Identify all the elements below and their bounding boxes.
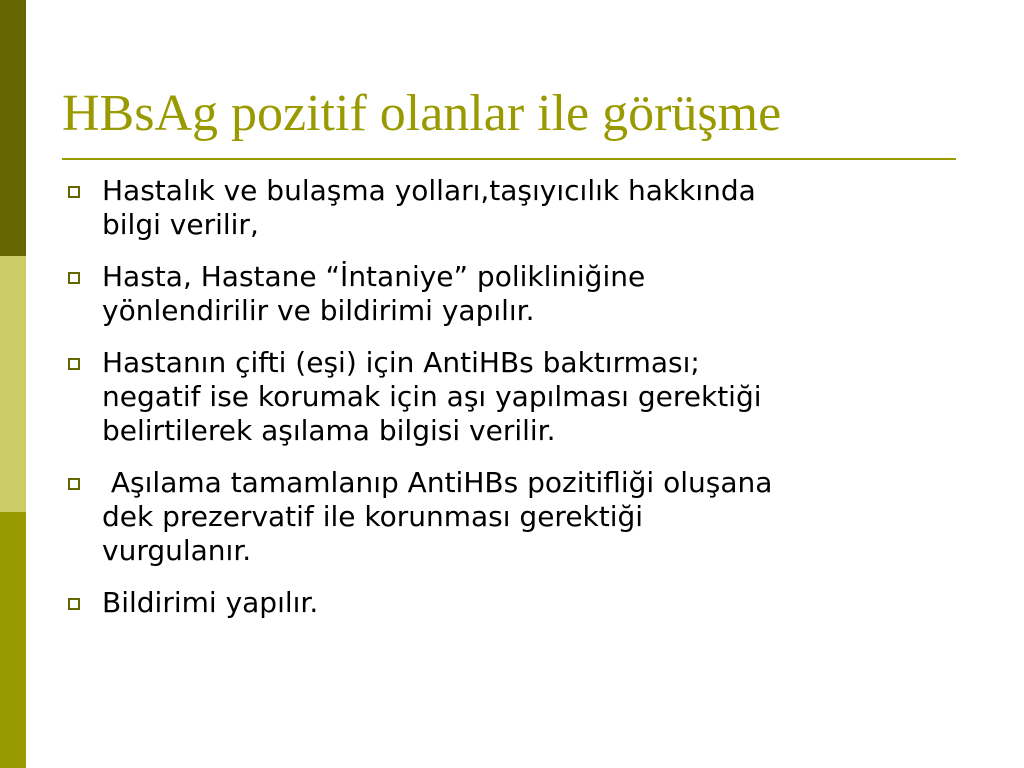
sidebar-stripe-bottom (0, 512, 26, 768)
bullet-item (62, 174, 962, 242)
hollow-square-bullet-icon (68, 272, 80, 284)
hollow-square-bullet-icon (68, 358, 80, 370)
title-underline (62, 158, 956, 160)
hollow-square-bullet-icon (68, 186, 80, 198)
slide-title: HBsAg pozitif olanlar ile görüşme (62, 85, 782, 142)
bullet-text: Hastalık ve bulaşma yolları,taşıyıcılık hakkında bilgi verilir, (102, 174, 756, 241)
hollow-square-bullet-icon (68, 478, 80, 490)
bullet-text: Bildirimi yapılır. (102, 586, 319, 619)
bullet-text: Aşılama tamamlanıp AntiHBs pozitifliği oluşana dek prezervatif ile korunması gerektiği vurgulanır. (102, 466, 773, 567)
bullet-item (62, 466, 962, 568)
bullet-text: Hastanın çifti (eşi) için AntiHBs baktırması; negatif ise korumak için aşı yapılması gerektiği belirtilerek aşılama bilgisi verilir. (102, 346, 762, 447)
bullet-item (62, 586, 962, 620)
bullet-text: Hasta, Hastane “İntaniye” polikliniğine yönlendirilir ve bildirimi yapılır. (102, 260, 646, 327)
hollow-square-bullet-icon (68, 598, 80, 610)
bullet-item (62, 260, 962, 328)
bullet-list (62, 174, 962, 638)
sidebar-stripe-middle (0, 256, 26, 512)
bullet-item (62, 346, 962, 448)
sidebar-stripe-top (0, 0, 26, 256)
